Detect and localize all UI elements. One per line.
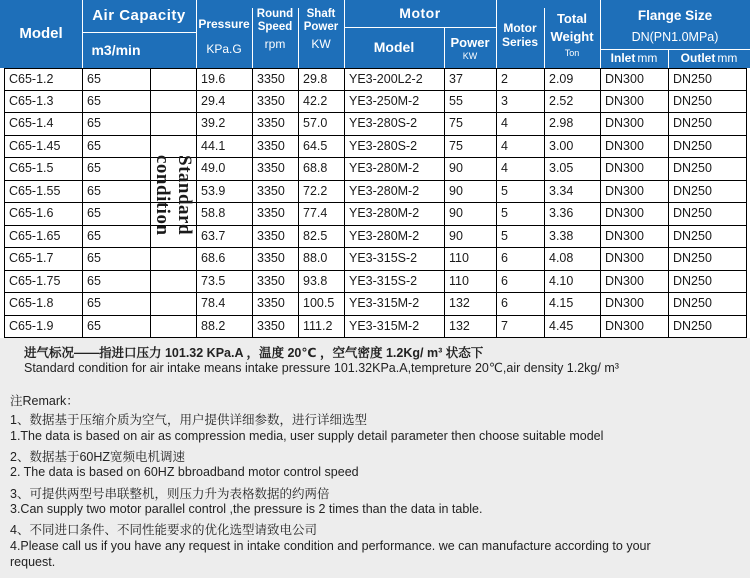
cell-pressure: 63.7 — [201, 228, 226, 243]
table-row — [4, 136, 746, 159]
cell-total-weight: 3.05 — [549, 161, 574, 175]
header-divider — [298, 8, 299, 68]
cell-air-capacity: 65 — [87, 318, 101, 333]
cell-outlet: DN250 — [673, 161, 712, 175]
spec-table-body — [4, 68, 746, 338]
header-inlet: Inlet mm — [610, 50, 658, 65]
cell-shaft-power: 64.5 — [303, 138, 328, 153]
table-row — [4, 248, 746, 271]
cell-shaft-power: 111.2 — [303, 318, 333, 333]
cell-outlet: DN250 — [673, 138, 712, 153]
cell-air-capacity: 65 — [87, 273, 101, 288]
cell-total-weight: 3.34 — [549, 183, 574, 198]
cell-pressure: 49.0 — [201, 161, 226, 175]
header-divider — [668, 49, 669, 68]
cell-round-speed: 3350 — [257, 138, 285, 153]
cell-outlet: DN250 — [673, 228, 712, 243]
cell-motor-power: 37 — [449, 72, 463, 86]
cell-total-weight: 4.45 — [549, 318, 574, 333]
column-divider — [82, 68, 83, 338]
cell-inlet: DN300 — [605, 138, 644, 153]
cell-outlet: DN250 — [673, 318, 712, 333]
cell-inlet: DN300 — [605, 161, 644, 175]
column-divider — [668, 68, 669, 338]
cell-motor-series: 6 — [501, 273, 508, 288]
cell-round-speed: 3350 — [257, 93, 285, 108]
cell-model: C65-1.45 — [9, 138, 61, 153]
cell-outlet: DN250 — [673, 93, 712, 108]
cell-round-speed: 3350 — [257, 318, 285, 333]
column-divider — [196, 68, 197, 338]
cell-pressure: 78.4 — [201, 296, 226, 310]
remark-4-en: 4.Please call us if you have any request in intake condition and performance. we can manufacture according to your — [10, 539, 651, 553]
cell-motor-series: 3 — [501, 93, 508, 108]
cell-total-weight: 2.98 — [549, 116, 574, 130]
cell-outlet: DN250 — [673, 296, 712, 310]
cell-round-speed: 3350 — [257, 251, 285, 265]
cell-air-capacity: 65 — [87, 296, 101, 310]
column-divider — [600, 68, 601, 338]
cell-motor-series: 7 — [501, 318, 508, 333]
cell-motor-model: YE3-315S-2 — [349, 273, 418, 288]
cell-shaft-power: 72.2 — [303, 183, 328, 198]
cell-motor-model: YE3-280M-2 — [349, 183, 420, 198]
header-divider — [196, 0, 197, 68]
cell-motor-power: 132 — [449, 318, 470, 333]
cell-motor-model: YE3-280S-2 — [349, 138, 418, 153]
cell-pressure: 19.6 — [201, 72, 226, 86]
cell-model: C65-1.7 — [9, 251, 54, 265]
table-row — [4, 181, 746, 204]
standard-condition-label: Standard condition — [152, 154, 195, 236]
header-divider — [82, 32, 196, 33]
header-divider — [344, 0, 345, 68]
table-row — [4, 271, 746, 294]
remark-4-cn: 4、不同进口条件、不同性能要求的优化选型请致电公司 — [10, 523, 317, 537]
header-motor-series: Motor Series — [501, 21, 539, 49]
header-divider — [252, 8, 253, 68]
cell-motor-series: 4 — [501, 138, 508, 153]
cell-shaft-power: 77.4 — [303, 206, 328, 220]
cell-motor-model: YE3-315M-2 — [349, 296, 420, 310]
cell-shaft-power: 88.0 — [303, 251, 328, 265]
cell-inlet: DN300 — [605, 296, 644, 310]
cell-motor-series: 4 — [501, 161, 508, 175]
cell-motor-model: YE3-280M-2 — [349, 228, 420, 243]
cell-shaft-power: 57.0 — [303, 116, 328, 130]
cell-outlet: DN250 — [673, 251, 712, 265]
header-motor-model: Model — [373, 39, 415, 56]
cell-model: C65-1.55 — [9, 183, 61, 198]
cell-pressure: 53.9 — [201, 183, 226, 198]
cell-shaft-power: 42.2 — [303, 93, 328, 108]
header-divider — [444, 27, 445, 68]
header-divider — [344, 27, 496, 28]
cell-round-speed: 3350 — [257, 206, 285, 220]
table-row — [4, 113, 746, 136]
cell-motor-series: 2 — [501, 72, 508, 86]
cell-round-speed: 3350 — [257, 72, 285, 86]
cell-air-capacity: 65 — [87, 116, 101, 130]
cell-total-weight: 4.15 — [549, 296, 574, 310]
cell-model: C65-1.75 — [9, 273, 61, 288]
cell-inlet: DN300 — [605, 318, 644, 333]
cell-shaft-power: 82.5 — [303, 228, 328, 243]
cell-pressure: 68.6 — [201, 251, 226, 265]
header-motor-power: Power KW — [450, 35, 490, 62]
cell-motor-model: YE3-315S-2 — [349, 251, 418, 265]
cell-motor-series: 6 — [501, 251, 508, 265]
cell-outlet: DN250 — [673, 206, 712, 220]
header-divider — [600, 0, 601, 68]
cell-air-capacity: 65 — [87, 161, 101, 175]
cell-model: C65-1.2 — [9, 72, 54, 86]
cell-inlet: DN300 — [605, 206, 644, 220]
column-divider — [344, 68, 345, 338]
cell-inlet: DN300 — [605, 273, 644, 288]
cell-round-speed: 3350 — [257, 183, 285, 198]
cell-round-speed: 3350 — [257, 228, 285, 243]
cell-air-capacity: 65 — [87, 93, 101, 108]
column-divider — [252, 68, 253, 338]
cell-motor-model: YE3-200L2-2 — [349, 72, 423, 86]
table-row — [4, 68, 746, 91]
cell-inlet: DN300 — [605, 72, 644, 86]
cell-motor-power: 132 — [449, 296, 470, 310]
cell-pressure: 88.2 — [201, 318, 226, 333]
cell-motor-power: 75 — [449, 138, 463, 153]
cell-motor-series: 5 — [501, 206, 508, 220]
cell-motor-power: 75 — [449, 116, 463, 130]
column-divider — [4, 68, 5, 338]
cell-motor-power: 90 — [449, 206, 463, 220]
cell-pressure: 44.1 — [201, 138, 226, 153]
header-divider — [496, 0, 497, 68]
cell-air-capacity: 65 — [87, 228, 101, 243]
cell-round-speed: 3350 — [257, 296, 285, 310]
header-air-capacity-unit: m3/min — [91, 41, 141, 58]
remark-3-cn: 3、可提供两型号串联整机，则压力升为表格数据的约两倍 — [10, 487, 330, 501]
cell-air-capacity: 65 — [87, 183, 101, 198]
column-divider — [746, 68, 747, 338]
table-row — [4, 226, 746, 249]
remark-2-cn: 2、数据基于60HZ宽频电机调速 — [10, 450, 186, 464]
cell-inlet: DN300 — [605, 93, 644, 108]
table-row — [4, 158, 746, 181]
cell-model: C65-1.65 — [9, 228, 61, 243]
cell-motor-model: YE3-280S-2 — [349, 116, 418, 130]
table-row — [4, 293, 746, 316]
cell-motor-power: 90 — [449, 228, 463, 243]
header-round-speed: Round Speed rpm — [256, 8, 294, 52]
cell-outlet: DN250 — [673, 116, 712, 130]
cell-motor-series: 4 — [501, 116, 508, 130]
cell-pressure: 39.2 — [201, 116, 226, 130]
header-model: Model — [19, 25, 63, 43]
cell-total-weight: 4.08 — [549, 251, 574, 265]
cell-round-speed: 3350 — [257, 116, 285, 130]
remark-4-en-cont: request. — [10, 555, 56, 569]
cell-pressure: 29.4 — [201, 93, 226, 108]
cell-round-speed: 3350 — [257, 273, 285, 288]
header-divider — [600, 49, 750, 50]
cell-outlet: DN250 — [673, 273, 712, 288]
cell-motor-series: 5 — [501, 228, 508, 243]
cell-model: C65-1.5 — [9, 161, 54, 175]
cell-total-weight: 3.36 — [549, 206, 574, 220]
header-flange-dn: DN(PN1.0MPa) — [631, 29, 719, 44]
remark-2-en: 2. The data is based on 60HZ bbroadband motor control speed — [10, 465, 359, 479]
cell-inlet: DN300 — [605, 251, 644, 265]
column-divider — [544, 68, 545, 338]
header-outlet: Outlet mm — [680, 50, 738, 65]
cell-shaft-power: 93.8 — [303, 273, 328, 288]
cell-total-weight: 2.52 — [549, 93, 574, 108]
cell-inlet: DN300 — [605, 183, 644, 198]
cell-air-capacity: 65 — [87, 206, 101, 220]
cell-motor-power: 90 — [449, 161, 463, 175]
cell-motor-model: YE3-280M-2 — [349, 206, 420, 220]
cell-total-weight: 2.09 — [549, 72, 574, 86]
cell-motor-power: 110 — [449, 273, 469, 288]
cell-motor-model: YE3-315M-2 — [349, 318, 420, 333]
cell-model: C65-1.3 — [9, 93, 54, 108]
remark-title: 注Remark： — [10, 394, 79, 408]
column-divider — [496, 68, 497, 338]
cell-air-capacity: 65 — [87, 138, 101, 153]
cell-round-speed: 3350 — [257, 161, 285, 175]
cell-pressure: 58.8 — [201, 206, 226, 220]
cell-motor-series: 5 — [501, 183, 508, 198]
cell-total-weight: 3.38 — [549, 228, 574, 243]
header-total-weight: Total Weight Ton — [550, 10, 594, 58]
cell-motor-model: YE3-250M-2 — [349, 93, 420, 108]
cell-inlet: DN300 — [605, 116, 644, 130]
cell-air-capacity: 65 — [87, 251, 101, 265]
table-row — [4, 203, 746, 226]
cell-motor-power: 110 — [449, 251, 469, 265]
cell-total-weight: 4.10 — [549, 273, 574, 288]
cell-motor-model: YE3-280M-2 — [349, 161, 420, 175]
cell-model: C65-1.8 — [9, 296, 54, 310]
header-divider — [544, 8, 545, 68]
column-divider — [298, 68, 299, 338]
cell-motor-power: 90 — [449, 183, 463, 198]
header-shaft-power: Shaft Power KW — [303, 8, 339, 52]
table-row — [4, 316, 746, 339]
cell-shaft-power: 68.8 — [303, 161, 328, 175]
table-row — [4, 91, 746, 114]
cell-air-capacity: 65 — [87, 72, 101, 86]
cell-shaft-power: 100.5 — [303, 296, 335, 310]
remark-3-en: 3.Can supply two motor parallel control ,the pressure is 2 times than the data in table. — [10, 502, 483, 516]
cell-shaft-power: 29.8 — [303, 72, 328, 86]
cell-inlet: DN300 — [605, 228, 644, 243]
header-flange-size: Flange Size — [637, 8, 713, 24]
cell-model: C65-1.4 — [9, 116, 54, 130]
cell-motor-power: 55 — [449, 93, 463, 108]
std-condition-en: Standard condition for air intake means intake pressure 101.32KPa.A,tempreture 20℃,air density 1.2kg/ m³ — [24, 361, 619, 375]
cell-motor-series: 6 — [501, 296, 508, 310]
cell-outlet: DN250 — [673, 183, 712, 198]
cell-total-weight: 3.00 — [549, 138, 574, 153]
header-motor: Motor — [399, 5, 441, 22]
header-air-capacity: Air Capacity — [92, 7, 186, 25]
cell-pressure: 73.5 — [201, 273, 226, 288]
header-divider — [82, 0, 83, 68]
header-pressure: Pressure KPa.G — [198, 17, 250, 56]
table-header — [0, 0, 750, 68]
remark-1-en: 1.The data is based on air as compression media, user supply detail parameter then choose suitable model — [10, 429, 604, 443]
column-divider — [444, 68, 445, 338]
remark-1-cn: 1、数据基于压缩介质为空气，用户提供详细参数，进行详细选型 — [10, 413, 367, 427]
cell-model: C65-1.6 — [9, 206, 54, 220]
cell-model: C65-1.9 — [9, 318, 54, 333]
std-condition-cn: 进气标况——指进口压力 101.32 KPa.A ，温度 20℃ ，空气密度 1.2Kg/ m³ 状态下 — [24, 346, 484, 360]
cell-outlet: DN250 — [673, 72, 712, 86]
